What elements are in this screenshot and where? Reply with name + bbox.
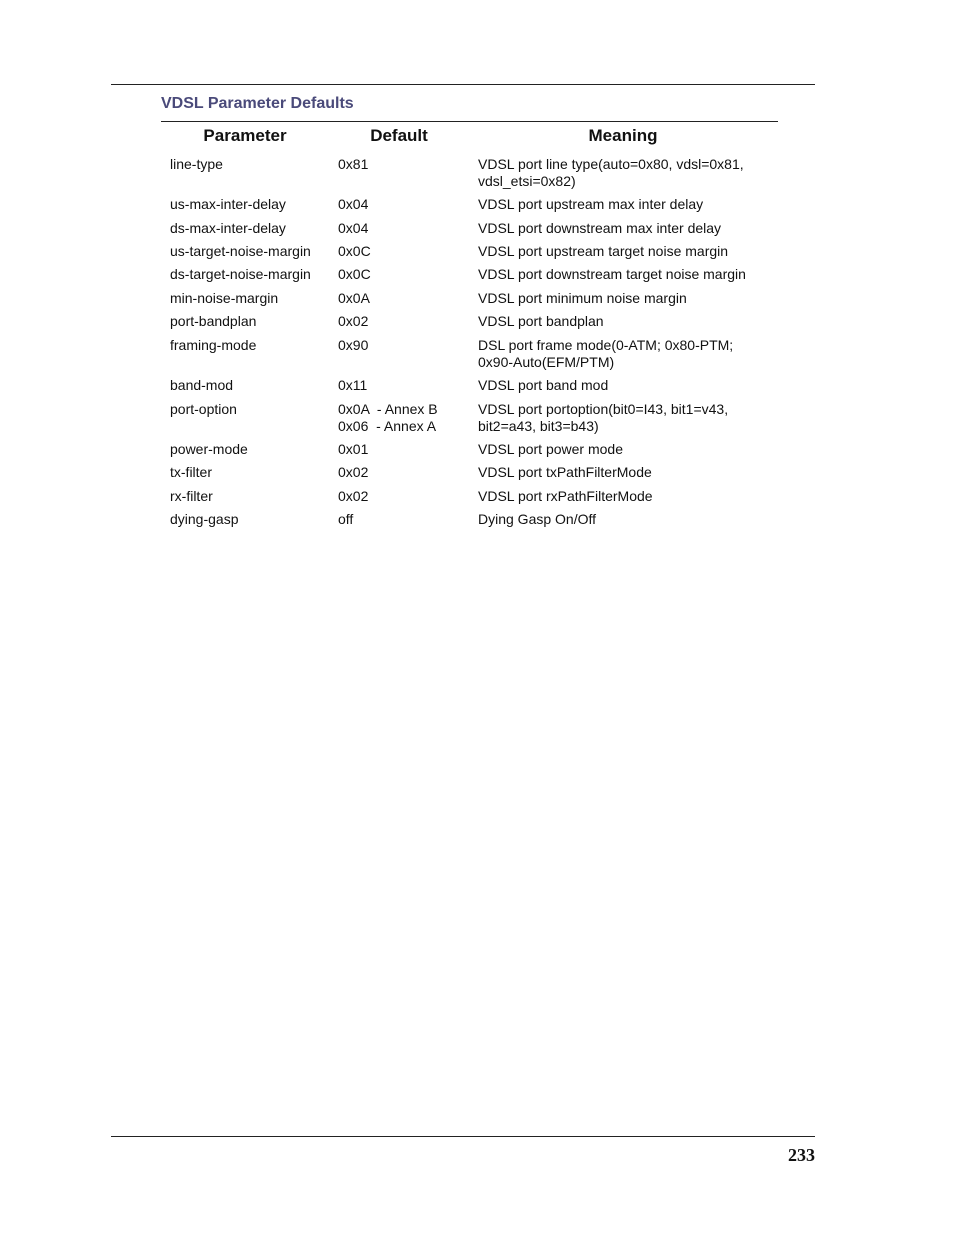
parameter-cell: tx-filter (170, 464, 212, 480)
meaning-cell: VDSL port portoption(bit0=I43, bit1=v43, bit2=a43, bit3=b43) (478, 401, 729, 434)
meaning-cell: Dying Gasp On/Off (478, 511, 597, 527)
section-title: VDSL Parameter Defaults (161, 95, 354, 112)
parameter-cell: band-mod (170, 377, 234, 393)
meaning-cell: VDSL port txPathFilterMode (478, 464, 652, 480)
parameter-cell: us-target-noise-margin (170, 243, 311, 259)
parameter-cell: framing-mode (170, 337, 257, 353)
meaning-cell: VDSL port line type(auto=0x80, vdsl=0x81, vdsl_etsi=0x82) (478, 156, 744, 189)
default-cell: off (338, 511, 354, 527)
header-rule (111, 84, 815, 85)
page-number: 233 (788, 1145, 815, 1165)
default-cell: 0x01 (338, 441, 369, 457)
meaning-cell: VDSL port downstream target noise margin (478, 266, 746, 282)
default-cell: 0x04 (338, 220, 369, 236)
parameter-cell: port-bandplan (170, 313, 257, 329)
meaning-cell: VDSL port downstream max inter delay (478, 220, 722, 236)
parameter-cell: us-max-inter-delay (170, 196, 286, 212)
column-header-parameter: Parameter (203, 126, 287, 145)
parameter-cell: dying-gasp (170, 511, 239, 527)
column-header-meaning: Meaning (588, 126, 658, 145)
default-cell: 0x02 (338, 313, 369, 329)
default-cell: 0x04 (338, 196, 369, 212)
column-header-default: Default (370, 126, 428, 145)
meaning-cell: VDSL port upstream target noise margin (478, 243, 729, 259)
table-top-rule (161, 121, 778, 122)
default-cell: 0x11 (338, 377, 368, 393)
meaning-cell: DSL port frame mode(0-ATM; 0x80-PTM; 0x90-Auto(EFM/PTM) (478, 337, 734, 370)
default-cell: 0x0A - Annex B 0x06 - Annex A (338, 401, 438, 434)
default-cell: 0x0A (338, 290, 370, 306)
parameter-cell: line-type (170, 156, 223, 172)
parameter-cell: ds-target-noise-margin (170, 266, 311, 282)
meaning-cell: VDSL port power mode (478, 441, 623, 457)
default-cell: 0x02 (338, 464, 369, 480)
meaning-cell: VDSL port upstream max inter delay (478, 196, 704, 212)
parameter-cell: port-option (170, 401, 237, 417)
default-cell: 0x02 (338, 488, 369, 504)
parameter-cell: ds-max-inter-delay (170, 220, 286, 236)
parameter-cell: power-mode (170, 441, 248, 457)
default-cell: 0x0C (338, 243, 371, 259)
meaning-cell: VDSL port bandplan (478, 313, 604, 329)
meaning-cell: VDSL port rxPathFilterMode (478, 488, 653, 504)
default-cell: 0x81 (338, 156, 369, 172)
footer-rule (111, 1136, 815, 1137)
meaning-cell: VDSL port band mod (478, 377, 609, 393)
parameter-cell: rx-filter (170, 488, 213, 504)
default-cell: 0x90 (338, 337, 369, 353)
meaning-cell: VDSL port minimum noise margin (478, 290, 687, 306)
default-cell: 0x0C (338, 266, 371, 282)
parameter-cell: min-noise-margin (170, 290, 279, 306)
